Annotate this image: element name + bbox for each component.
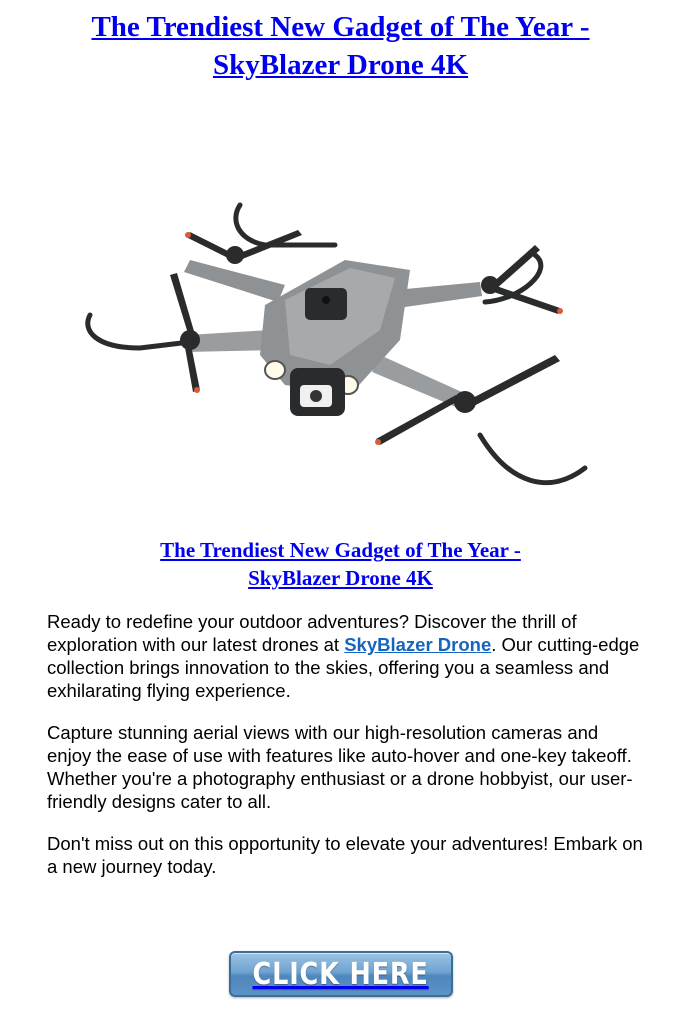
click-here-button[interactable] [229, 951, 453, 997]
propeller [376, 395, 460, 445]
headline [0, 8, 681, 84]
prop-tip [557, 308, 563, 314]
headline-line-1: The Trendiest New Gadget of The Year - [91, 11, 590, 43]
click-here-button-label: CLICK HERE [252, 956, 430, 992]
paragraph-1-text-after: . Our cutting-edge collection brings innovation to the skies, offering you a seamless and exhilarating flying experience. [47, 634, 640, 701]
prop-tip [185, 232, 191, 238]
headline-line-2: SkyBlazer Drone 4K [212, 49, 469, 81]
subheadline-line-1: The Trendiest New Gadget of The Year - [160, 538, 521, 562]
drone-image[interactable] [80, 190, 620, 505]
top-camera-lens [322, 296, 330, 304]
front-camera-lens [310, 390, 322, 402]
propeller [170, 273, 196, 340]
propeller [482, 282, 560, 314]
propeller [465, 355, 560, 408]
paragraph-1 [47, 610, 647, 702]
drone-arm [184, 260, 285, 302]
prop-guard [480, 435, 585, 483]
prop-guard [88, 315, 190, 348]
paragraph-2: Capture stunning aerial views with our high-resolution cameras and enjoy the ease of use with features like auto-hover and one-key takeoff. Whether you're a photography enthusiast or a drone hobbyist, our user-friendly designs cater to all. [47, 722, 633, 812]
drone-arm [395, 282, 482, 308]
body-copy [47, 610, 647, 897]
propeller [186, 232, 230, 258]
subheadline [0, 536, 681, 592]
subheadline-link[interactable] [160, 538, 521, 590]
prop-tip [194, 387, 200, 393]
prop-tip [375, 439, 381, 445]
skyblazer-drone-link[interactable]: SkyBlazer Drone [344, 634, 492, 655]
paragraph-3: Don't miss out on this opportunity to elevate your adventures! Embark on a new journey today. [47, 833, 643, 877]
paragraph-1-text-before: Ready to redefine your outdoor adventures? Discover the thrill of exploration with our latest drones at [47, 611, 577, 655]
headline-link[interactable] [91, 11, 589, 81]
subheadline-line-2: SkyBlazer Drone 4K [248, 566, 433, 590]
front-light [265, 361, 285, 379]
